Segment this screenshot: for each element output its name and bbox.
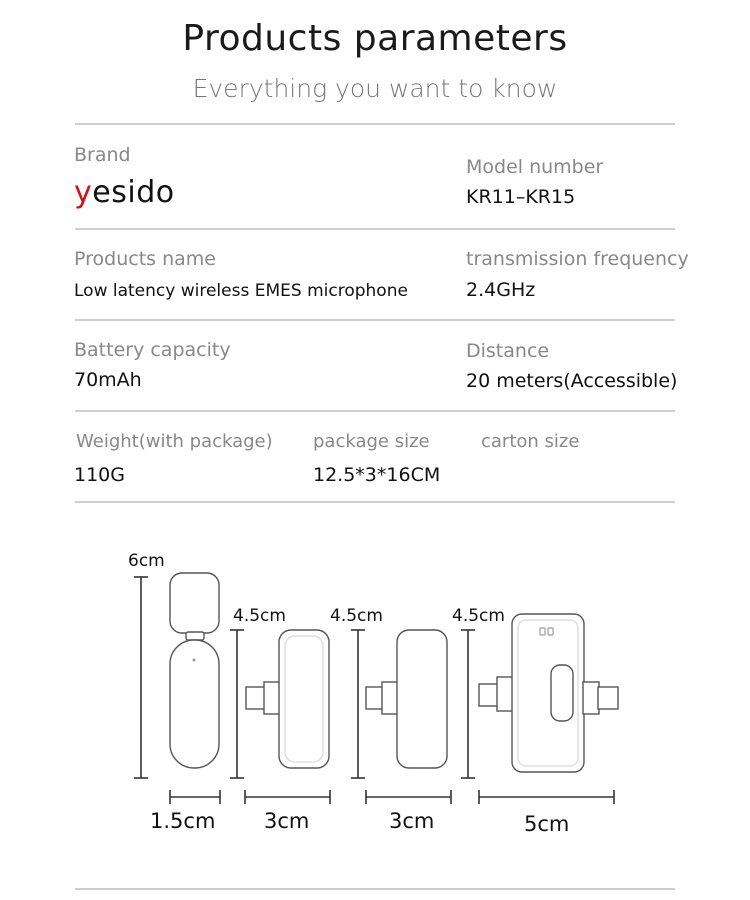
page-subtitle: Everything you want to know (192, 74, 558, 103)
case-height-label: 4.5cm (452, 606, 505, 626)
package-size-label: package size (313, 431, 430, 452)
microphone-drawing (170, 573, 219, 768)
frequency-value: 2.4GHz (466, 279, 536, 301)
mic-height-label: 6cm (128, 551, 165, 571)
divider (75, 501, 675, 503)
divider (75, 319, 675, 321)
carton-size-label: carton size (481, 431, 580, 452)
receiver-2-height-label: 4.5cm (330, 606, 383, 626)
package-size-value: 12.5*3*16CM (313, 464, 441, 486)
case-width-label: 5cm (524, 812, 570, 836)
product-name-value: Low latency wireless EMES microphone (74, 281, 408, 301)
receiver-1-width-label: 3cm (264, 809, 310, 833)
page-title: Products parameters (182, 18, 568, 59)
divider (75, 410, 675, 412)
brand-label: Brand (74, 144, 131, 166)
yesido-logo (74, 172, 204, 212)
mic-width-label: 1.5cm (150, 809, 216, 833)
product-name-label: Products name (74, 248, 216, 270)
receiver-2-drawing (366, 630, 447, 768)
weight-value: 110G (74, 464, 125, 486)
divider (75, 228, 675, 230)
model-label: Model number (466, 156, 604, 178)
model-value: KR11–KR15 (466, 186, 576, 208)
battery-label: Battery capacity (74, 339, 231, 361)
receiver-1-height-label: 4.5cm (233, 606, 286, 626)
distance-label: Distance (466, 340, 550, 362)
weight-label: Weight(with package) (76, 431, 273, 452)
svg-text:yesido: yesido (74, 175, 175, 210)
divider (75, 888, 675, 890)
frequency-label: transmission frequency (466, 248, 689, 270)
charging-case-drawing (479, 614, 618, 772)
divider (75, 123, 675, 125)
receiver-1-drawing (246, 630, 329, 768)
product-dimension-diagram (0, 530, 750, 860)
battery-value: 70mAh (74, 369, 142, 391)
distance-value: 20 meters(Accessible) (466, 370, 678, 392)
receiver-2-width-label: 3cm (389, 809, 435, 833)
